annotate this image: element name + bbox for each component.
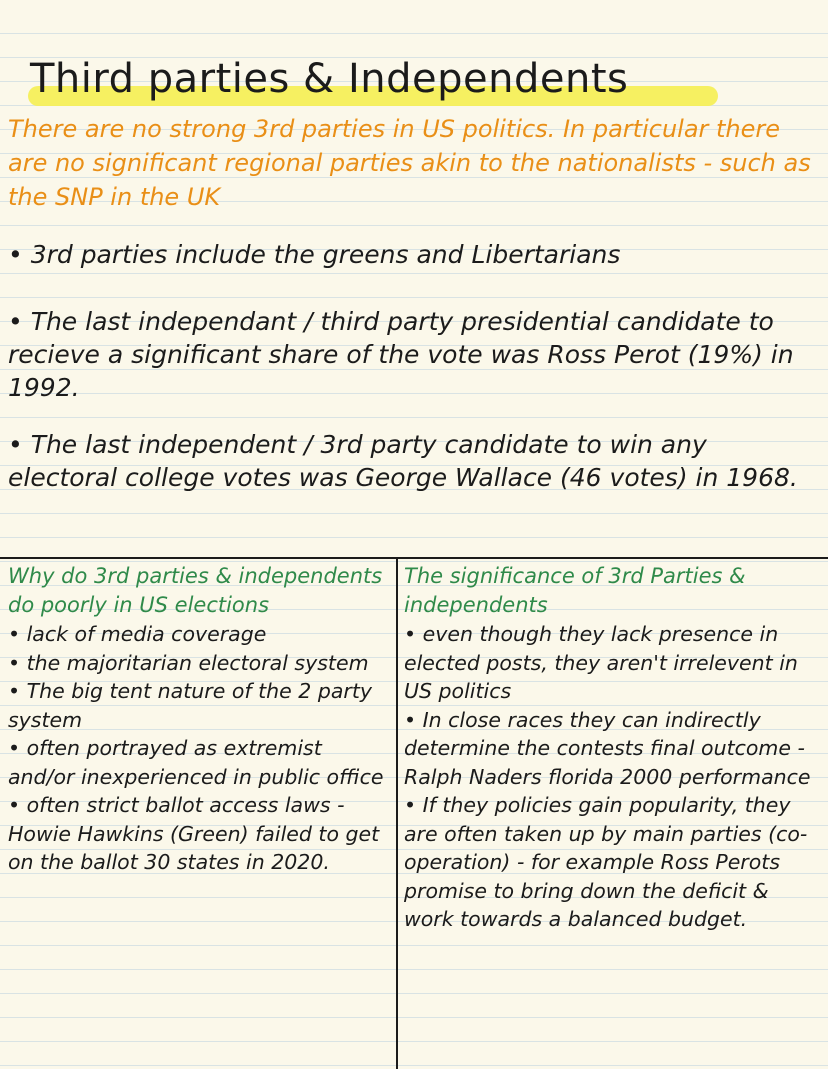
right-column-heading: The significance of 3rd Parties & independents [404,564,746,617]
title-block [28,52,728,110]
left-column-body: • lack of media coverage • the majoritarian electoral system • The big tent nature of the 2 party system • often portrayed as extremist and/or inexperienced in public office • often strict ballot access laws - Howie Hawkins (Green) failed to get on the ballot 30 states in 2020. [8,622,384,874]
intro-text: There are no strong 3rd parties in US politics. In particular there are no significant regional parties akin to the nationalists - such as the SNP in the UK [8,115,811,211]
right-column [404,562,824,934]
bullet-george-wallace: • The last independent / 3rd party candidate to win any electoral college votes was George Wallace (46 votes) in 1968. [8,430,798,492]
right-column-body: • even though they lack presence in elected posts, they aren't irrelevent in US politics • In close races they can indirectly determine the contests final outcome - Ralph Naders florida 2000 performance • If they policies gain popularity, they are often taken up by main parties (co-operation) - for example Ross Perots promise to bring down the deficit & work towards a balanced budget. [404,622,811,931]
bullet-third-parties: • 3rd parties include the greens and Libertarians [8,240,621,269]
left-column [8,562,392,877]
bullet-ross-perot: • The last independant / third party presidential candidate to recieve a significant share of the vote was Ross Perot (19%) in 1992. [8,307,794,402]
left-column-heading: Why do 3rd parties & independents do poorly in US elections [8,564,383,617]
column-divider [396,557,398,1069]
table-top-divider [0,557,828,559]
page-title: Third parties & Independents [30,56,629,102]
